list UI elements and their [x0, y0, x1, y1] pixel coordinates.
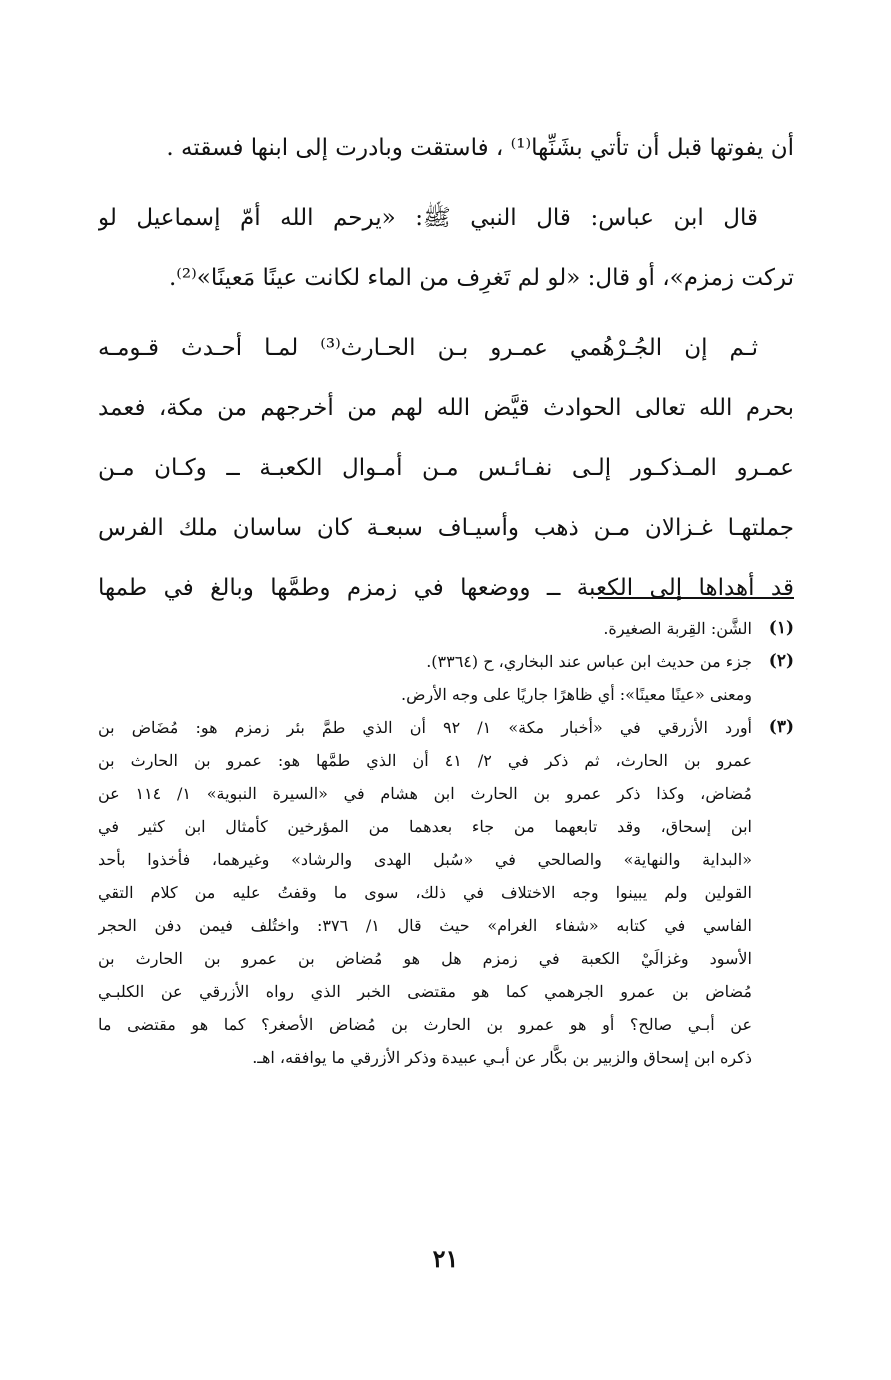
footnote-line: ومعنى «عينًا معينًا»: أي ظاهرًا جاريًا على وجه الأرض.: [401, 685, 752, 704]
footnote-line: مُضاض بن عمرو الجرهمي كما هو مقتضى الخبر الذي رواه الأزرقي عن الكلبـي: [98, 982, 752, 1001]
footnote-line: الشَّن: القِربة الصغيرة.: [603, 619, 752, 638]
footnote-line: «البداية والنهاية» والصالحي في «سُبل الهدى والرشاد» وغيرهما، فأخذوا بأحد: [98, 850, 752, 869]
footnote-line: عمرو بن الحارث، ثم ذكر في ٢/ ٤١ أن الذي طمَّها هو: عمرو بن الحارث بن: [98, 751, 752, 770]
footnote-body: [98, 711, 752, 1074]
text-line: تركت زمزم»، أو قال: «لو لم تَغرِف من الماء لكانت عينًا مَعينًا»⁽²⁾.: [168, 265, 794, 291]
paragraph-2: [98, 188, 794, 308]
footnotes: [98, 612, 794, 1074]
footnote-line: ذكره ابن إسحاق والزبير بن بكَّار عن أبـي عبيدة وذكر الأزرقي ما يوافقه، اهـ.: [252, 1048, 752, 1067]
footnote-line: الأسود وغزالَيْ الكعبة في زمزم هل هو مُضاض بن عمرو بن الحارث بن: [98, 949, 752, 968]
footnote-line: عن أبـي صالح؟ أو هو عمرو بن الحارث بن مُضاض الأصغر؟ كما هو مقتضى ما: [98, 1015, 752, 1034]
footnote-line: أورد الأزرقي في «أخبار مكة» ١/ ٩٢ أن الذي طمَّ بئر زمزم هو: مُضَاض بن: [98, 718, 752, 737]
footnote-line: جزء من حديث ابن عباس عند البخاري، ح (٣٣٦٤).: [426, 652, 752, 671]
paragraph-1: [98, 118, 794, 178]
footnote-line: الفاسي في كتابه «شفاء الغرام» حيث قال ١/ ٣٧٦: واختُلف فيمن دفن الحجر: [98, 916, 752, 935]
footnote-number: (٣): [768, 717, 794, 737]
text-line: عمـرو المـذكـور إلـى نفـائـس مـن أمـوال الكعبـة ــ وكـان مـن: [98, 455, 794, 481]
text-line: قد أهداها إلى الكعبة ــ ووضعها في زمزم وطمَّها وبالغ في طمها: [98, 575, 794, 601]
footnote-line: القولين ولم يبينوا وجه الاختلاف في ذلك، سوى ما وقفتُ عليه من كلام التقي: [98, 883, 752, 902]
paragraph-gap: [98, 178, 794, 188]
paragraph-3: [98, 318, 794, 618]
text-line: ثـم إن الجُـرْهُمي عمـرو بـن الحـارث⁽³⁾ لمـا أحـدث قـومـه: [98, 335, 758, 361]
footnote-3: [98, 711, 794, 1074]
main-text: [98, 118, 794, 618]
paragraph-gap: [98, 308, 794, 318]
footnote-body: [98, 645, 752, 678]
page-number: ٢١: [432, 1244, 459, 1273]
footnote-line: مُضاض، وكذا ذكر عمرو بن الحارث ابن هشام في «السيرة النبوية» ١/ ١١٤ عن: [98, 784, 752, 803]
text-line: جملتهـا غـزالان مـن ذهب وأسيـاف سبعـة كان ساسان ملك الفرس: [98, 515, 794, 541]
footnote-2-continuation: [98, 678, 794, 711]
text-line: بحرم الله تعالى الحوادث قيَّض الله لهم من أخرجهم من مكة، فعمد: [98, 395, 794, 421]
footnote-2: [98, 645, 794, 678]
footnote-separator: [598, 597, 794, 599]
footnote-line: ابن إسحاق، وقد تابعهما من جاء بعدهما من المؤرخين كأمثال ابن كثير في: [98, 817, 752, 836]
footnote-number: (١): [768, 618, 794, 638]
text-line: أن يفوتها قبل أن تأتي بشَنِّها⁽¹⁾ ، فاستقت وبادرت إلى ابنها فسقته .: [166, 135, 794, 161]
text-line: قال ابن عباس: قال النبي ﷺ: «يرحم الله أمّ إسماعيل لو: [98, 205, 758, 231]
footnote-body: [98, 612, 752, 645]
footnote-number: (٢): [768, 651, 794, 671]
footnote-1: [98, 612, 794, 645]
